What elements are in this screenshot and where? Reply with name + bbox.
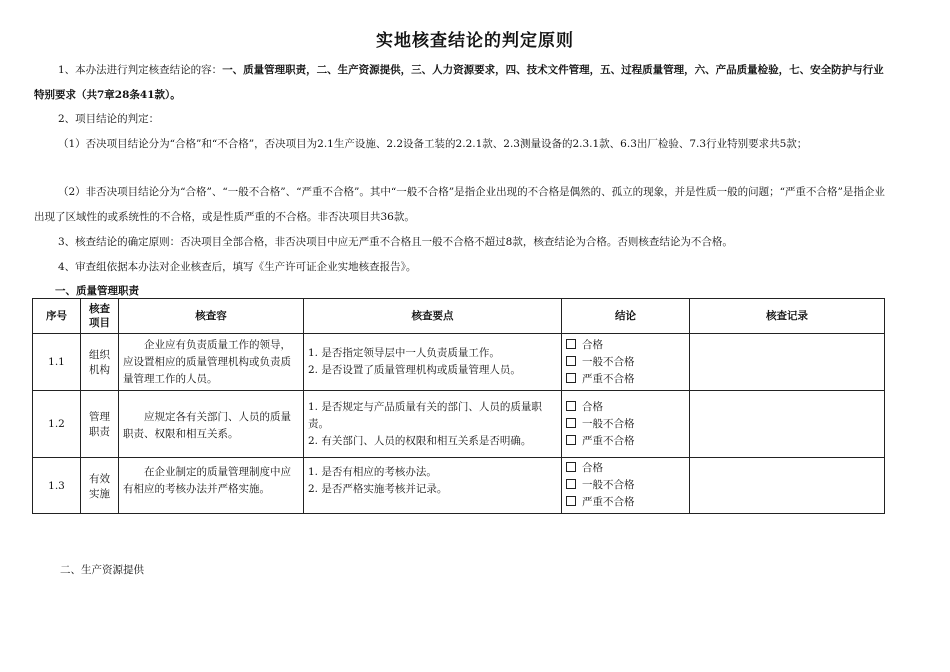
option-major-fail[interactable]: 严重不合格 [566, 494, 685, 511]
row-content: 应规定各有关部门、人员的质量职责、权限和相互关系。 [119, 391, 304, 458]
checkbox-icon[interactable] [566, 401, 576, 411]
table-header-row [33, 299, 885, 334]
row-record[interactable] [690, 458, 885, 514]
checkbox-icon[interactable] [566, 479, 576, 489]
option-pass[interactable]: 合格 [566, 460, 685, 477]
row-points [304, 391, 562, 458]
row-record[interactable] [690, 391, 885, 458]
point-line: 2. 有关部门、人员的权限和相互关系是否明确。 [308, 434, 532, 447]
row-points [304, 334, 562, 391]
checkbox-icon[interactable] [566, 373, 576, 383]
point-line: 2. 是否严格实施考核并记录。 [308, 483, 448, 495]
option-pass[interactable]: 合格 [566, 399, 685, 416]
checkbox-icon[interactable] [566, 339, 576, 349]
table-row [33, 458, 885, 514]
checkbox-icon[interactable] [566, 462, 576, 472]
option-minor-fail[interactable]: 一般不合格 [566, 477, 685, 494]
paragraph-3: （1）否决项目结论分为“合格”和“不合格”，否决项目为2.1生产设施、2.2设备工装的2.2.1款、2.3测量设备的2.3.1款、6.3出厂检验、7.3行业特别要求共5款； [58, 138, 808, 150]
header-content: 核查容 [119, 299, 304, 334]
row-no: 1.3 [33, 458, 81, 514]
option-major-fail[interactable]: 严重不合格 [566, 371, 685, 388]
row-no: 1.2 [33, 391, 81, 458]
row-conclusion [562, 458, 690, 514]
check-table [32, 298, 885, 514]
option-minor-fail[interactable]: 一般不合格 [566, 354, 685, 371]
paragraph-1-chapters: 一、质量管理职责，二、生产资源提供，三、人力资源要求，四、技术文件管理，五、过程质量管理，六、产品质量检验，七、安全防护与行业特别要求（共7章28条41款）。 [34, 64, 884, 101]
option-minor-fail[interactable]: 一般不合格 [566, 416, 685, 433]
row-item: 管理职责 [81, 391, 119, 458]
row-conclusion [562, 334, 690, 391]
paragraph-5: 3、核查结论的确定原则：否决项目全部合格，非否决项目中应无严重不合格且一般不合格不超过8款，核查结论为合格。否则核查结论为不合格。 [58, 236, 733, 248]
row-record[interactable] [690, 334, 885, 391]
header-conclusion: 结论 [562, 299, 690, 334]
row-conclusion [562, 391, 690, 458]
paragraph-4: （2）非否决项目结论分为“合格”、“一般不合格”、“严重不合格”。其中“一般不合格”是指企业出现的不合格是偶然的、孤立的现象，并是性质一般的问题；“严重不合格”是指企业出现了区域性的或系统性的不合格，或是性质严重的不合格。非否决项目共36款。 [34, 186, 885, 223]
row-content: 在企业制定的质量管理制度中应有相应的考核办法并严格实施。 [119, 458, 304, 514]
checkbox-icon[interactable] [566, 435, 576, 445]
document-title: 实地核查结论的判定原则 [376, 31, 574, 51]
header-item: 核查项目 [81, 299, 119, 334]
row-item: 有效实施 [81, 458, 119, 514]
row-no: 1.1 [33, 334, 81, 391]
point-line: 1. 是否指定领导层中一人负责质量工作。 [308, 347, 500, 359]
header-record: 核查记录 [690, 299, 885, 334]
option-pass[interactable]: 合格 [566, 337, 685, 354]
row-points [304, 458, 562, 514]
header-points: 核查要点 [304, 299, 562, 334]
paragraph-2: 2、项目结论的判定： [58, 113, 160, 125]
table-row [33, 391, 885, 458]
row-item: 组织机构 [81, 334, 119, 391]
paragraph-6: 4、审查组依据本办法对企业核查后，填写《生产许可证企业实地核查报告》。 [58, 261, 417, 273]
checkbox-icon[interactable] [566, 496, 576, 506]
checkbox-icon[interactable] [566, 418, 576, 428]
option-major-fail[interactable]: 严重不合格 [566, 433, 685, 450]
paragraph-1-text: 1、本办法进行判定核查结论的容： [58, 64, 223, 76]
checkbox-icon[interactable] [566, 356, 576, 366]
section-1-title: 一、质量管理职责 [55, 285, 139, 297]
paragraph-1 [34, 58, 894, 108]
header-no: 序号 [33, 299, 81, 334]
table-row [33, 334, 885, 391]
point-line: 1. 是否有相应的考核办法。 [308, 466, 437, 478]
point-line: 2. 是否设置了质量管理机构或质量管理人员。 [308, 364, 521, 376]
section-2-title: 二、生产资源提供 [60, 564, 144, 576]
row-content: 企业应有负责质量工作的领导，应设置相应的质量管理机构或负责质量管理工作的人员。 [119, 334, 304, 391]
point-line: 1. 是否规定与产品质量有关的部门、人员的质量职责。 [308, 400, 542, 430]
